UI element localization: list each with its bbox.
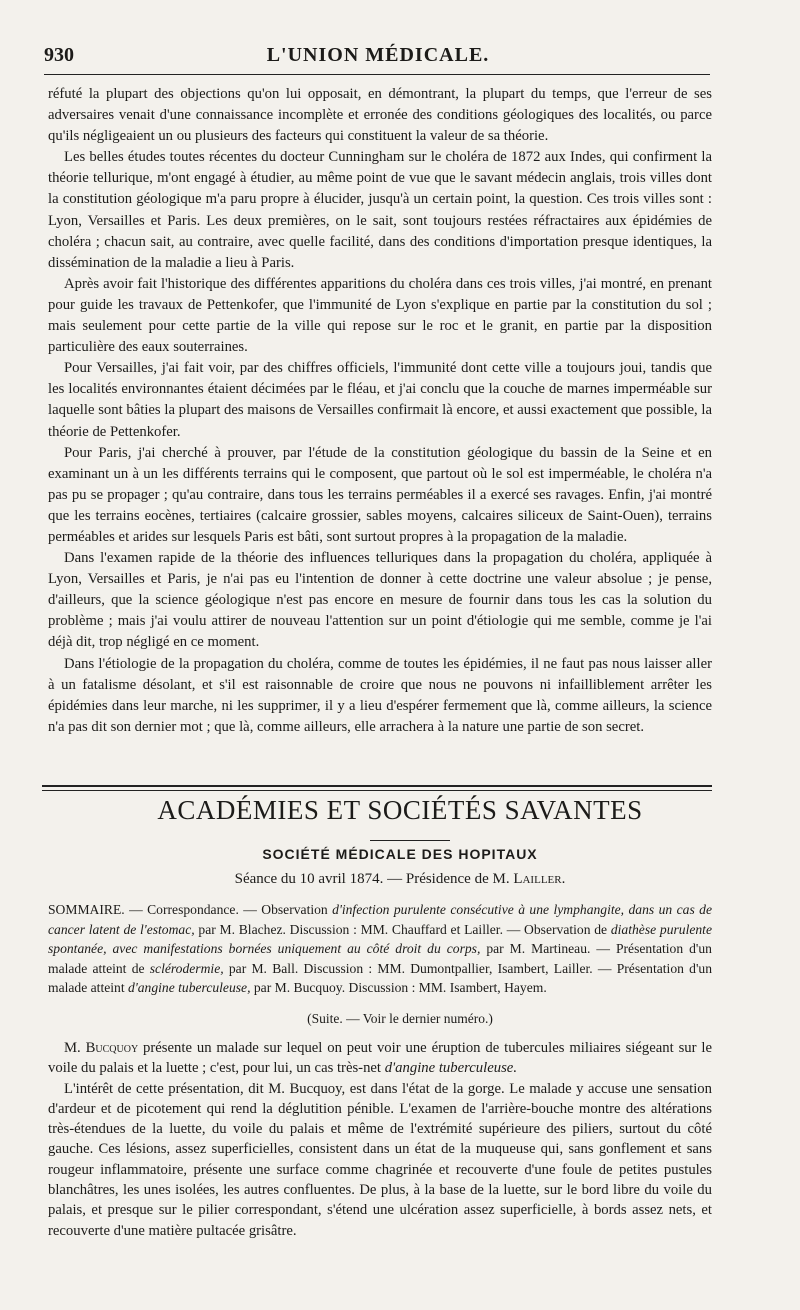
running-title: L'UNION MÉDICALE.	[266, 44, 490, 66]
paragraph-4: Pour Versailles, j'ai fait voir, par des chiffres officiels, l'immunité dont cette ville a toujours joui, tandis que les localités environnantes étaient décimées par le fléau, et j'ai conclu que la couche de marnes imperméable sur laquelle sont bâties la plupart des maisons de Versailles confirmait là encore, et aussi exactement que possible, la théorie de Pettenkofer.	[48, 360, 712, 440]
society-heading: SOCIÉTÉ MÉDICALE DES HOPITAUX	[262, 846, 538, 862]
paragraph-6: Dans l'examen rapide de la théorie des influences telluriques dans la propagation du choléra, appliquée à Lyon, Versailles et Paris, je n'ai pas eu l'intention de donner à cette doctrine une valeur absolue ; je pense, d'ailleurs, que la science géologique n'est pas encore en mesure de fournir dans tous les cas la solution du problème ; mais j'ai voulu attirer de nouveau l'attention sur un point d'étiologie qui me semble, comme je l'ai déjà dit, trop négligé en ce moment.	[48, 550, 712, 651]
session-line: Séance du 10 avril 1874. — Présidence de M. Lailler.	[234, 871, 566, 887]
section-title: ACADÉMIES ET SOCIÉTÉS SAVANTES	[157, 795, 643, 825]
section-separator	[42, 785, 712, 791]
page-number: 930	[44, 44, 74, 66]
paragraph-2: Les belles études toutes récentes du docteur Cunningham sur le choléra de 1872 aux Indes, qui confirment la théorie tellurique, m'ont engagé à étudier, au même point de vue que le savant médecin anglais, trois villes dont la constitution géologique m'a paru propre à élucider, jusqu'à un certain point, la question. Ces trois villes sont : Lyon, Versailles et Paris. Les deux premières, on le sait, sont toujours restées réfractaires aux épidémies de choléra ; chacun sait, au contraire, avec quelle facilité, dans des conditions d'importation presque identiques, la dissémination de la maladie a lieu à Paris.	[48, 149, 712, 271]
continuation-note: (Suite. — Voir le dernier numéro.)	[307, 1011, 493, 1026]
page-header	[44, 44, 712, 70]
title-rule	[370, 840, 450, 841]
speaker-name: Bucquoy	[85, 1040, 139, 1056]
paragraph-7: Dans l'étiologie de la propagation du choléra, comme de toutes les épidémies, il ne faut pas nous laisser aller à un fatalisme désolant, et s'il est raisonnable de croire que nous ne pouvons ni infailliblement arrêter les épidémies dans leur marche, ni les supprimer, il y a lieu d'espérer fermement que là, comme ailleurs, la science n'a pas dit son dernier mot ; que là, comme ailleurs, elle arrachera à la nature une partie de son secret.	[48, 655, 712, 735]
article-body	[48, 84, 712, 738]
paragraph-3: Après avoir fait l'historique des différentes apparitions du choléra dans ces trois villes, j'ai montré, en prenant pour guide les travaux de Pettenkofer, que l'immunité de Lyon s'explique en partie par la constitution du sol ; mais seulement pour cette partie de la ville qui repose sur le roc et le granit, en partie par la disposition particulière des eaux souterraines.	[48, 275, 712, 356]
paragraph-bucquoy: M. Bucquoy présente un malade sur lequel on peut voir une éruption de tubercules miliaires siégeant sur le voile du palais et la luette ; c'est, pour lui, un cas très-net d'angine tuberculeuse.	[48, 1040, 713, 1077]
paragraph-5: Pour Paris, j'ai cherché à prouver, par l'étude de la constitution géologique du bassin de la Seine et en examinant un à un les différents terrains qui le composent, que partout où le sol est imperméable, le choléra n'a pas pu se propager ; qu'au contraire, dans tous les terrains perméables il a exercé ses ravages. Enfin, j'ai montré que les terrains eocènes, tertiaires (calcaire grossier, sables moyens, calcaires siliceux de Saint-Ouen), terrains perméables et arides sur lesquels Paris est bâti, sont surtout propres à la propagation de la maladie.	[48, 444, 712, 545]
header-rule	[44, 74, 710, 75]
paragraph-gorge: L'intérêt de cette présentation, dit M. Bucquoy, est dans l'état de la gorge. Le malade y accuse une sensation d'ardeur et de picotement qui rend la déglutition pénible. L'examen de l'arrière-bouche montre des altérations très-étendues de la luette, du voile du palais et même de l'extrémité supérieure des piliers, surtout du côté gauche. Ces lésions, assez superficielles, consistent dans un état de la muqueuse qui, sans gonflement et sans rougeur inflammatoire, présente une surface comme chagrinée et recouverte d'une foule de petites pustules blanchâtres, les unes isolées, les autres confluentes. De plus, à la base de la luette, sur le bord libre du voile du palais, et presque sur le pilier correspondant, s'étend une ulcération assez superficielle, à bords assez nets, et recouverte d'une matière pultacée grisâtre.	[48, 1080, 712, 1239]
paragraph-1: réfuté la plupart des objections qu'on lui opposait, en démontrant, la plupart du temps, que l'erreur de ses adversaires venait d'une connaissance incomplète et erronée des conditions géologiques des localités, ou parce qu'ils négligeaient un ou plusieurs des facteurs qui constituent la valeur de sa théorie.	[48, 86, 712, 145]
session-president: Lailler	[513, 871, 562, 887]
summary-label: SOMMAIRE.	[48, 902, 125, 917]
summary: SOMMAIRE. — Correspondance. — Observation d'infection purulente consécutive à une lymphangite, dans un cas de cancer latent de l'estomac, par M. Blachez. Discussion : MM. Chauffard et Lailler. — Observation de diathèse purulente spontanée, avec manifestations bornées uniquement au côté droit du corps, par M. Martineau. — Présentation d'un malade atteint de sclérodermie, par M. Ball. Discussion : MM. Dumontpallier, Isambert, Lailler. — Présentation d'un malade atteint d'angine tuberculeuse, par M. Bucquoy. Discussion : MM. Isambert, Hayem.	[48, 902, 712, 996]
session-body	[48, 1038, 712, 1241]
